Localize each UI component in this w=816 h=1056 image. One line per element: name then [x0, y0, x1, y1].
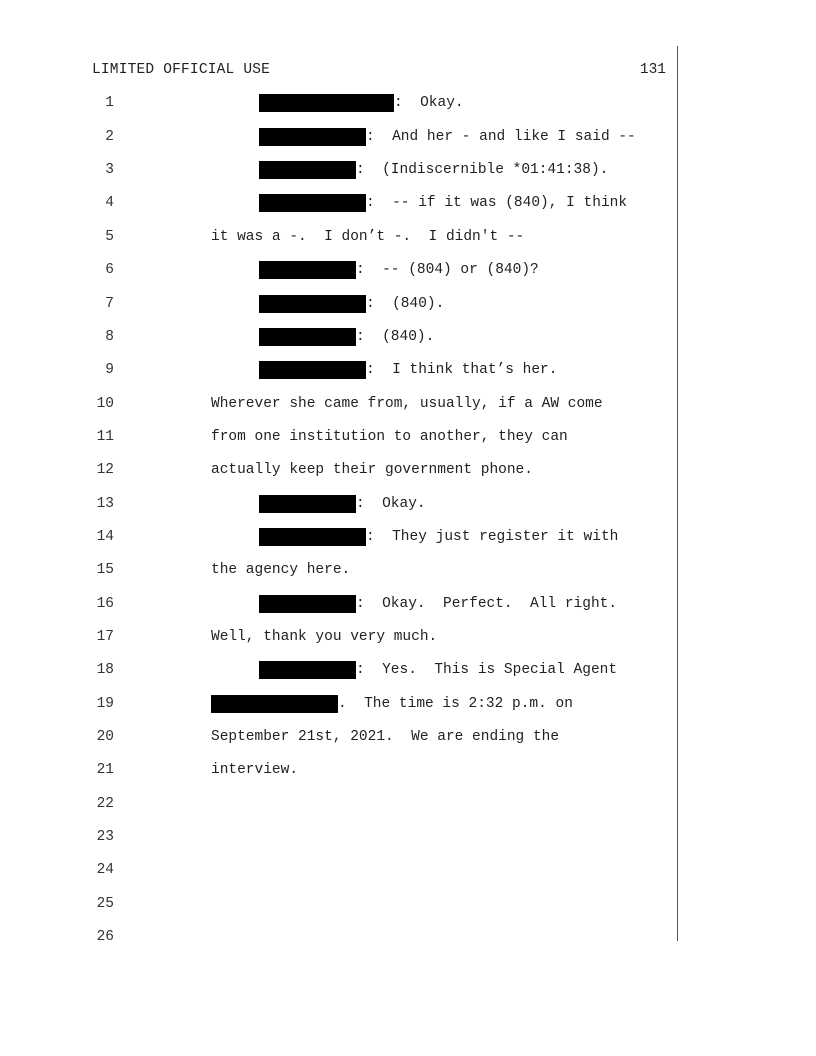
line-number: 11 [96, 429, 114, 445]
redaction-bar [259, 328, 356, 346]
transcript-line [0, 627, 680, 647]
transcript-line [0, 894, 680, 914]
line-number: 10 [96, 396, 114, 412]
line-number: 14 [96, 529, 114, 545]
transcript-line [0, 827, 680, 847]
line-content [211, 760, 298, 780]
line-text: : (840). [366, 296, 445, 312]
transcript-line [0, 694, 680, 714]
transcript-line [0, 927, 680, 947]
redaction-bar [259, 528, 366, 546]
line-number: 1 [105, 95, 114, 111]
transcript-line [0, 427, 680, 447]
line-number: 21 [96, 762, 114, 778]
line-number: 16 [96, 596, 114, 612]
line-content [211, 394, 603, 414]
line-text: : Okay. [394, 95, 464, 111]
classification-header: LIMITED OFFICIAL USE [92, 62, 271, 78]
redaction-bar [259, 361, 366, 379]
redaction-bar [259, 128, 366, 146]
transcript-line [0, 460, 680, 480]
line-text: : Yes. This is Special Agent [356, 662, 618, 678]
line-number: 23 [96, 829, 114, 845]
line-content [259, 260, 539, 280]
line-content [259, 527, 618, 547]
line-number: 24 [96, 862, 114, 878]
transcript-line [0, 93, 680, 113]
transcript-line [0, 227, 680, 247]
line-number: 17 [96, 629, 114, 645]
line-number: 3 [105, 162, 114, 178]
line-text: : And her - and like I said -- [366, 129, 636, 145]
transcript-line [0, 327, 680, 347]
redaction-bar [259, 595, 356, 613]
line-number: 26 [96, 929, 114, 945]
line-number: 6 [105, 262, 114, 278]
line-text: Wherever she came from, usually, if a AW come [211, 396, 603, 412]
redaction-bar [259, 295, 366, 313]
transcript-line [0, 727, 680, 747]
transcript-line [0, 394, 680, 414]
transcript-line [0, 860, 680, 880]
line-number: 22 [96, 796, 114, 812]
transcript-line [0, 527, 680, 547]
line-content [259, 93, 464, 113]
transcript-line [0, 560, 680, 580]
line-content [211, 427, 568, 447]
line-number: 8 [105, 329, 114, 345]
line-content [211, 460, 533, 480]
redaction-bar [259, 161, 356, 179]
redaction-bar [259, 495, 356, 513]
line-content [259, 327, 434, 347]
transcript-line [0, 360, 680, 380]
line-number: 2 [105, 129, 114, 145]
redaction-bar [259, 194, 366, 212]
line-number: 5 [105, 229, 114, 245]
line-number: 19 [96, 696, 114, 712]
line-content [211, 227, 524, 247]
transcript-line [0, 127, 680, 147]
line-text: it was a -. I don’t -. I didn't -- [211, 229, 525, 245]
line-text: Well, thank you very much. [211, 629, 438, 645]
transcript-line [0, 660, 680, 680]
line-text: : -- if it was (840), I think [366, 195, 628, 211]
line-text: the agency here. [211, 562, 351, 578]
line-number: 20 [96, 729, 114, 745]
redaction-bar [211, 695, 338, 713]
line-content [211, 727, 559, 747]
line-content [259, 660, 617, 680]
line-number: 4 [105, 195, 114, 211]
line-content [259, 127, 636, 147]
transcript-line [0, 294, 680, 314]
line-text: interview. [211, 762, 299, 778]
line-content [259, 494, 426, 514]
line-text: : I think that’s her. [366, 362, 558, 378]
transcript-line [0, 260, 680, 280]
line-content [211, 694, 573, 714]
line-number: 9 [105, 362, 114, 378]
line-content [259, 294, 444, 314]
transcript-line [0, 760, 680, 780]
line-text: : Okay. [356, 496, 426, 512]
redaction-bar [259, 661, 356, 679]
line-text: : -- (804) or (840)? [356, 262, 539, 278]
line-content [211, 560, 350, 580]
line-number: 18 [96, 662, 114, 678]
transcript-line [0, 193, 680, 213]
transcript-line [0, 794, 680, 814]
line-number: 13 [96, 496, 114, 512]
line-content [259, 193, 627, 213]
line-number: 7 [105, 296, 114, 312]
line-number: 15 [96, 562, 114, 578]
line-text: : Okay. Perfect. All right. [356, 596, 618, 612]
line-number: 25 [96, 896, 114, 912]
line-text: : They just register it with [366, 529, 619, 545]
redaction-bar [259, 261, 356, 279]
line-content [259, 160, 608, 180]
line-number: 12 [96, 462, 114, 478]
transcript-line [0, 594, 680, 614]
page-number: 131 [639, 62, 666, 78]
line-text: : (840). [356, 329, 435, 345]
line-text: : (Indiscernible *01:41:38). [356, 162, 609, 178]
line-text: actually keep their government phone. [211, 462, 533, 478]
line-content [259, 594, 617, 614]
line-content [259, 360, 557, 380]
transcript-line [0, 494, 680, 514]
redaction-bar [259, 94, 394, 112]
line-text: . The time is 2:32 p.m. on [338, 696, 573, 712]
line-content [211, 627, 437, 647]
line-text: September 21st, 2021. We are ending the [211, 729, 560, 745]
line-text: from one institution to another, they can [211, 429, 568, 445]
transcript-line [0, 160, 680, 180]
